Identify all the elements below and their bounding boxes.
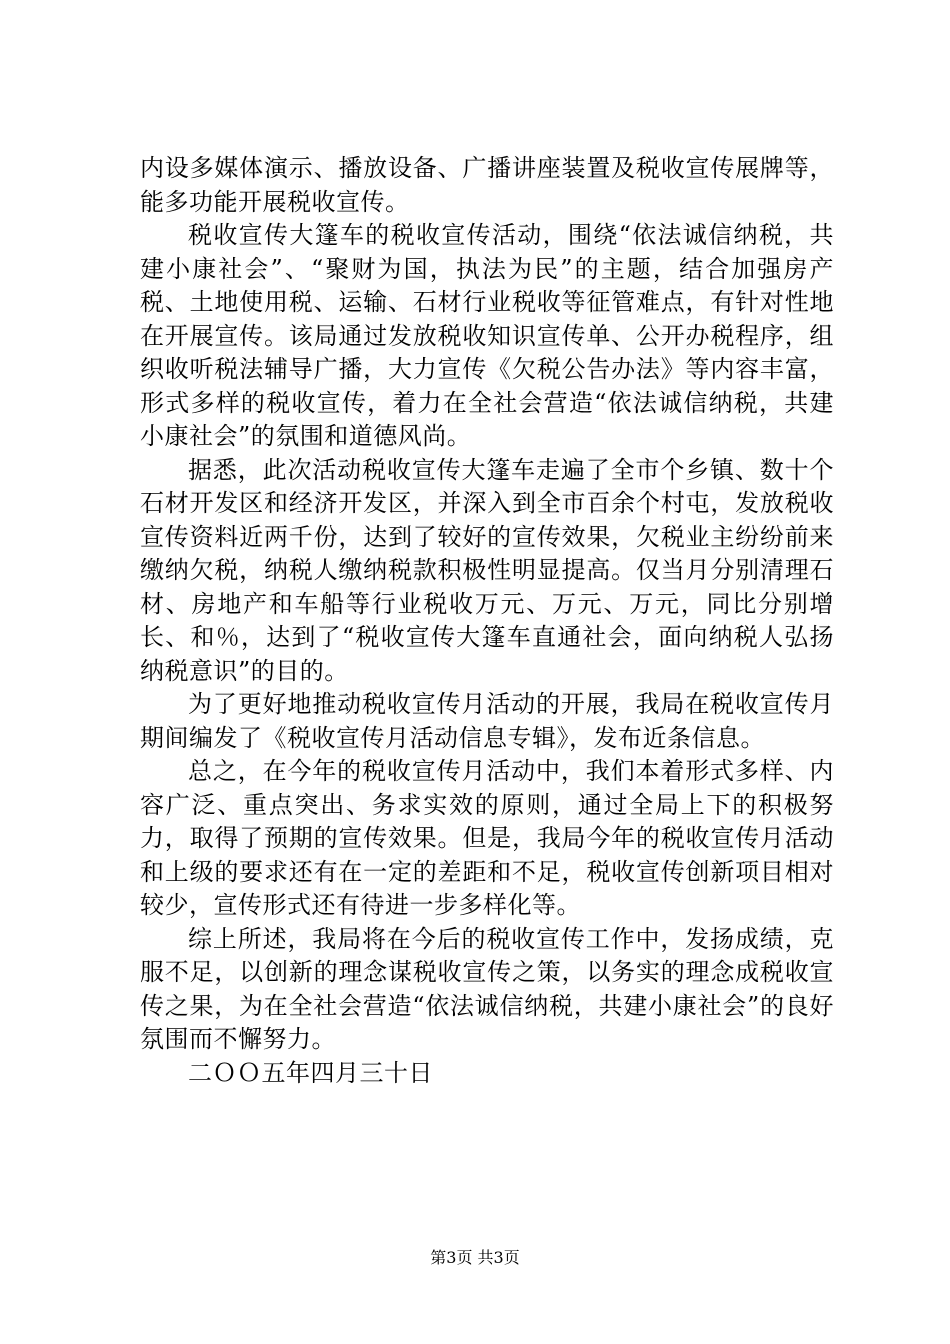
- page-footer: [0, 1245, 950, 1268]
- paragraph-conclusion: 综上所述，我局将在今后的税收宣传工作中，发扬成绩，克服不足，以创新的理念谋税收宣传之策，以务实的理念成税收宣传之果，为在全社会营造“依法诚信纳税，共建小康社会”的良好氛围而不懈努力。: [140, 924, 834, 1053]
- paragraph-results: 据悉，此次活动税收宣传大篷车走遍了全市个乡镇、数十个石材开发区和经济开发区，并深入到全市百余个村屯，发放税收宣传资料近两千份，达到了较好的宣传效果，欠税业主纷纷前来缴纳欠税，纳税人缴纳税款积极性明显提高。仅当月分别清理石材、房地产和车船等行业税收万元、万元、万元，同比分别增长、和％，达到了“税收宣传大篷车直通社会，面向纳税人弘扬纳税意识”的目的。: [140, 455, 834, 685]
- paragraph-info-bulletin: 为了更好地推动税收宣传月活动的开展，我局在税收宣传月期间编发了《税收宣传月活动信息专辑》，发布近条信息。: [140, 690, 834, 752]
- document-body: [140, 152, 834, 1090]
- page-number-label: 第3页 共3页: [430, 1248, 520, 1267]
- document-date: 二ＯＯ五年四月三十日: [188, 1058, 433, 1087]
- paragraph-continued: 内设多媒体演示、播放设备、广播讲座装置及税收宣传展牌等，能多功能开展税收宣传。: [140, 154, 834, 216]
- paragraph-campaign-activities: 税收宣传大篷车的税收宣传活动，围绕“依法诚信纳税，共建小康社会”、“聚财为国，执法为民”的主题，结合加强房产税、土地使用税、运输、石材行业税收等征管难点，有针对性地在开展宣传。该局通过发放税收知识宣传单、公开办税程序，组织收听税法辅导广播，大力宣传《欠税公告办法》等内容丰富，形式多样的税收宣传，着力在全社会营造“依法诚信纳税，共建小康社会”的氛围和道德风尚。: [140, 221, 834, 450]
- paragraph-summary: 总之，在今年的税收宣传月活动中，我们本着形式多样、内容广泛、重点突出、务求实效的原则，通过全局上下的积极努力，取得了预期的宣传效果。但是，我局今年的税收宣传月活动和上级的要求还有在一定的差距和不足，税收宣传创新项目相对较少，宣传形式还有待进一步多样化等。: [140, 757, 834, 919]
